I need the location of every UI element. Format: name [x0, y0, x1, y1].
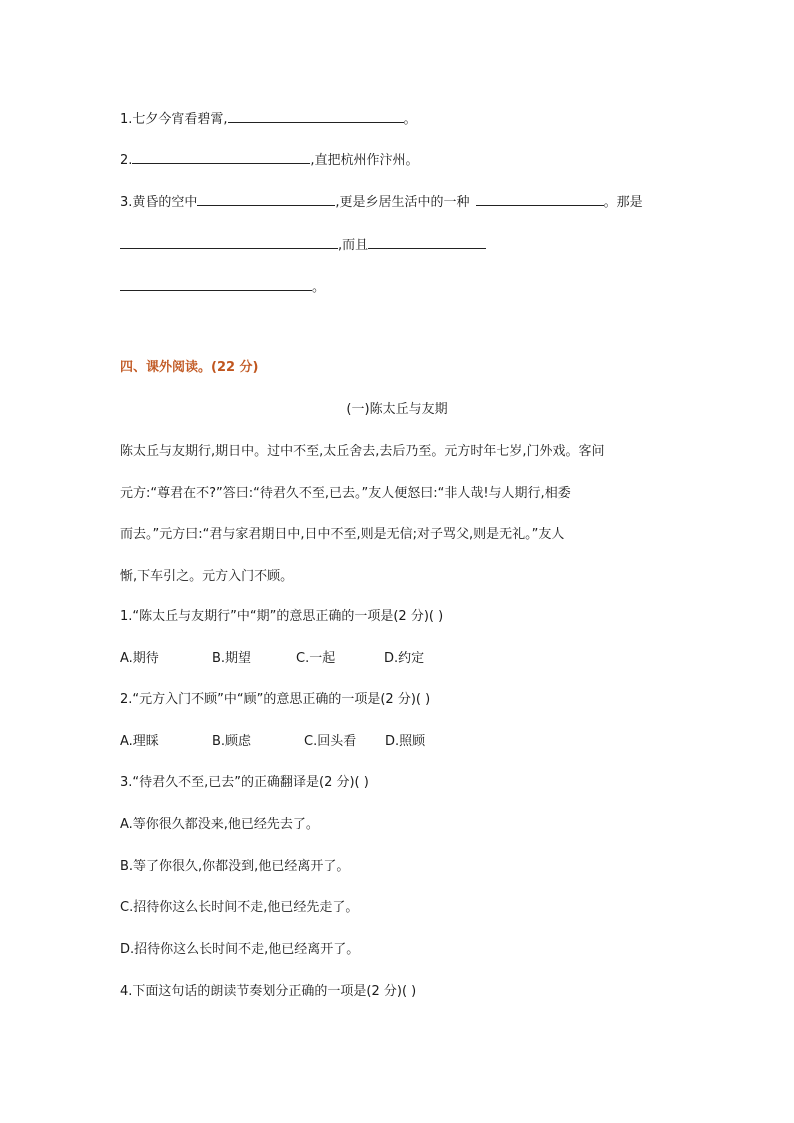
q2-blank[interactable] [132, 151, 310, 164]
passage-line-1: 陈太丘与友期行,期日中。过中不至,太丘舍去,去后乃至。元方时年七岁,门外戏。客问 [120, 444, 605, 459]
q3-option-a[interactable]: A.等你很久都没来,他已经先去了。 [120, 817, 319, 832]
q1-number: 1. [120, 112, 133, 127]
passage-line-2: 元方:“尊君在不?”答曰:“待君久不至,已去。”友人便怒曰:“非人哉!与人期行,相委 [120, 486, 571, 501]
q3-text-d: ,而且 [338, 238, 369, 253]
q3-blank-4[interactable] [368, 236, 486, 249]
fill-q3 [120, 193, 643, 211]
fill-q1 [120, 110, 417, 128]
q2-option-b[interactable]: B.顾虑 [212, 734, 252, 749]
q2-number: 2. [120, 153, 133, 168]
q1-end: 。 [403, 112, 417, 127]
q3-text-c: 。那是 [603, 195, 643, 210]
q2-option-d[interactable]: D.照顾 [385, 734, 426, 749]
q2-option-c[interactable]: C.回头看 [304, 734, 357, 749]
question-4-stem: 4.下面这句话的朗读节奏划分正确的一项是(2 分)( ) [120, 984, 417, 999]
q1-blank[interactable] [228, 110, 404, 123]
question-2-stem: 2.“元方入门不顾”中“顾”的意思正确的一项是(2 分)( ) [120, 692, 431, 707]
q1-option-d[interactable]: D.约定 [384, 651, 425, 666]
passage-title: (一)陈太丘与友期 [346, 402, 448, 417]
q3-option-c[interactable]: C.招待你这么长时间不走,他已经先走了。 [120, 900, 359, 915]
q3-blank-2[interactable] [476, 193, 604, 206]
q3-text-e: 。 [312, 280, 326, 295]
fill-q2 [120, 151, 419, 169]
q1-option-b[interactable]: B.期望 [212, 651, 252, 666]
q3-number: 3. [120, 195, 133, 210]
q3-blank-3[interactable] [120, 236, 338, 249]
question-1-stem: 1.“陈太丘与友期行”中“期”的意思正确的一项是(2 分)( ) [120, 609, 444, 624]
q1-option-a[interactable]: A.期待 [120, 651, 159, 666]
q3-text-b: ,更是乡居生活中的一种 [335, 195, 470, 210]
q3-option-b[interactable]: B.等了你很久,你都没到,他已经离开了。 [120, 859, 350, 874]
question-3-stem: 3.“待君久不至,已去”的正确翻译是(2 分)( ) [120, 775, 369, 790]
q1-option-c[interactable]: C.一起 [296, 651, 336, 666]
q3-option-d[interactable]: D.招待你这么长时间不走,他已经离开了。 [120, 942, 360, 957]
passage-line-3: 而去。”元方曰:“君与家君期日中,日中不至,则是无信;对子骂父,则是无礼。”友人 [120, 527, 565, 542]
question-2-options [120, 734, 425, 750]
q3-blank-1[interactable] [197, 193, 335, 206]
section-heading: 四、课外阅读。(22 分) [120, 360, 259, 375]
q3-blank-5[interactable] [120, 278, 312, 291]
passage-line-4: 惭,下车引之。元方入门不顾。 [120, 569, 294, 584]
q2-option-a[interactable]: A.理睬 [120, 734, 159, 749]
fill-q3-cont2 [120, 278, 325, 296]
question-1-options [120, 651, 424, 667]
q1-text: 七夕今宵看碧霄, [132, 112, 228, 127]
q2-text: ,直把杭州作汴州。 [310, 153, 419, 168]
q3-text-a: 黄昏的空中 [132, 195, 198, 210]
fill-q3-cont [120, 236, 486, 254]
